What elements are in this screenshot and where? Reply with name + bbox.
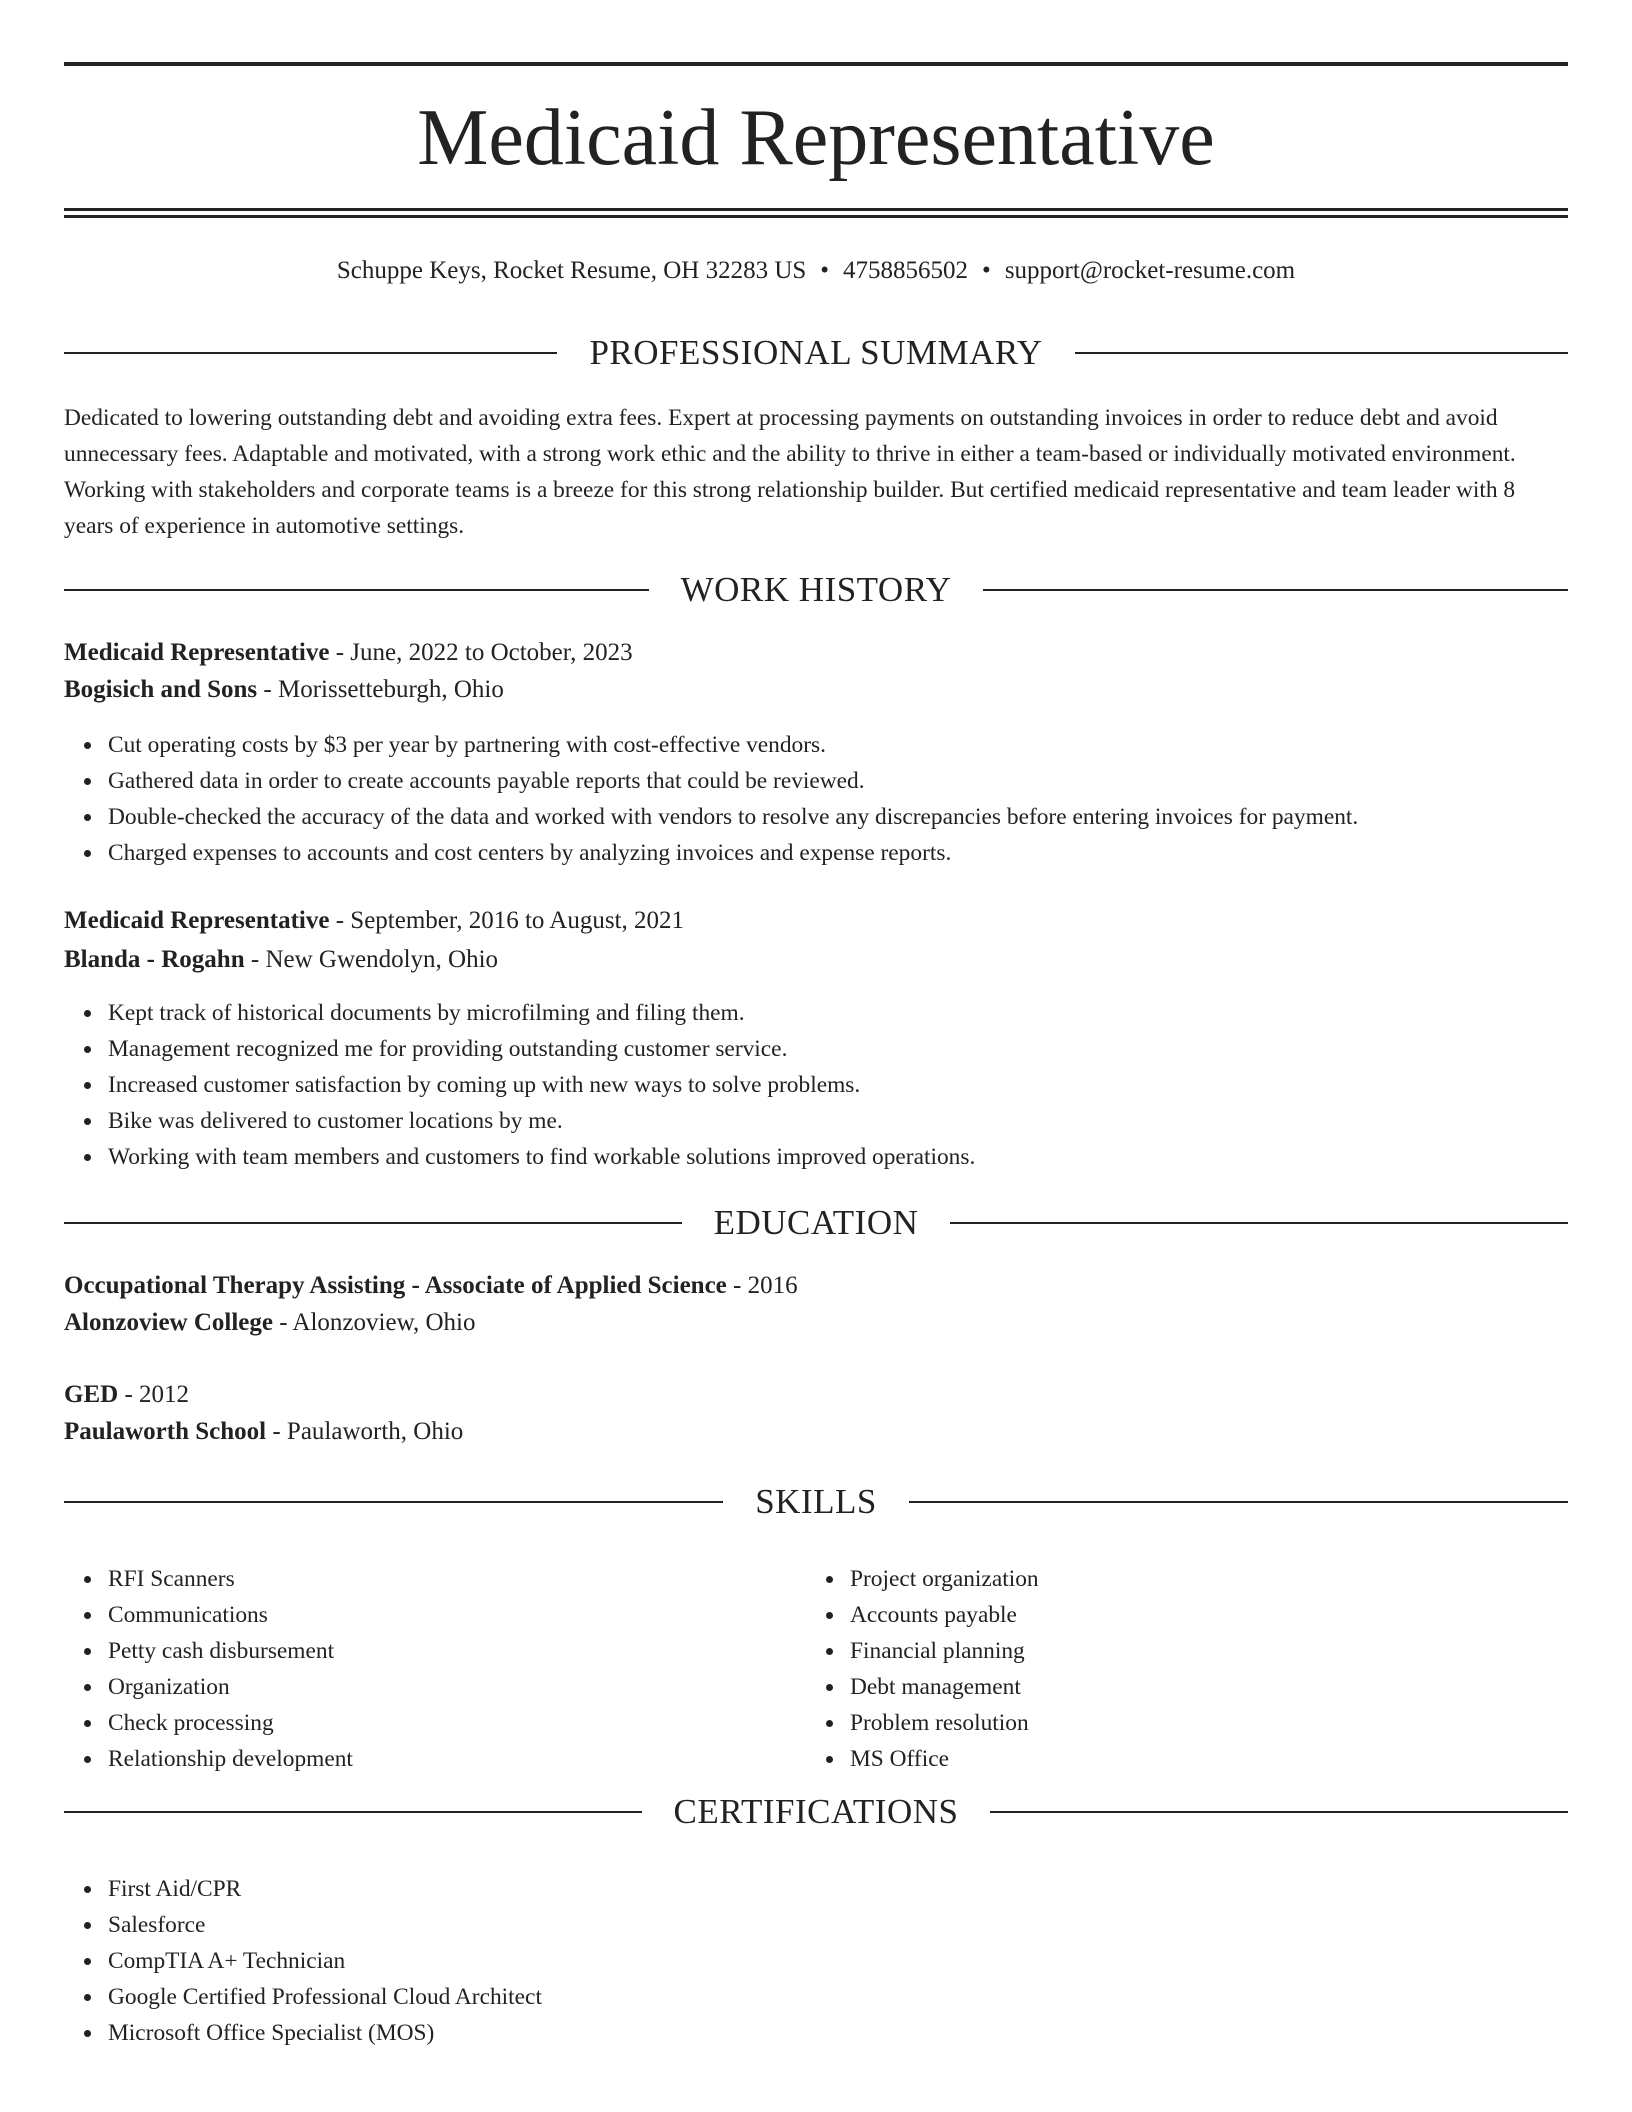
education-school-line <box>64 1305 476 1341</box>
list-item: Relationship development <box>108 1741 353 1777</box>
skills-list-right <box>806 1561 1039 1777</box>
list-item: First Aid/CPR <box>108 1871 542 1907</box>
education-school-line <box>64 1414 463 1450</box>
certifications-heading <box>64 1790 1568 1834</box>
job-company: Bogisich and Sons <box>64 676 258 703</box>
list-item: Kept track of historical documents by microfilming and filing them. <box>108 995 975 1031</box>
list-item: Cut operating costs by $3 per year by partnering with cost-effective vendors. <box>108 727 1358 763</box>
skills-heading <box>64 1480 1568 1524</box>
heading-rule <box>64 352 557 354</box>
skills-list-left <box>64 1561 353 1777</box>
name-rule-lower <box>64 215 1568 218</box>
education-heading <box>64 1201 1568 1245</box>
list-item: Problem resolution <box>850 1705 1039 1741</box>
list-item: Double-checked the accuracy of the data and worked with vendors to resolve any discrepancies before entering invoices for payment. <box>108 799 1358 835</box>
list-item: Check processing <box>108 1705 353 1741</box>
list-item: Increased customer satisfaction by coming up with new ways to solve problems. <box>108 1067 975 1103</box>
heading-rule <box>983 589 1568 591</box>
heading-rule <box>64 1222 682 1224</box>
list-item: MS Office <box>850 1741 1039 1777</box>
work-history-heading <box>64 568 1568 612</box>
job-company-line <box>64 672 504 708</box>
resume-name: Medicaid Representative <box>417 94 1215 182</box>
list-item: Salesforce <box>108 1907 542 1943</box>
summary-text: Dedicated to lowering outstanding debt and avoiding extra fees. Expert at processing payments on outstanding invoices in order to reduce debt and avoid unnecessary fees. Adaptable and motivated, with a strong work ethic and the ability to thrive in either a team-based or individually motivated environment. Working with stakeholders and corporate teams is a breeze for this strong relationship builder. But certified medicaid representative and team leader with 8 years of experience in automotive settings. <box>64 405 1516 539</box>
heading-rule <box>950 1222 1568 1224</box>
list-item: Organization <box>108 1669 353 1705</box>
list-item: Microsoft Office Specialist (MOS) <box>108 2015 542 2051</box>
section-title: WORK HISTORY <box>680 570 952 609</box>
contact-phone: 4758856502 <box>843 257 969 284</box>
list-item: Bike was delivered to customer locations by me. <box>108 1103 975 1139</box>
section-title: PROFESSIONAL SUMMARY <box>589 333 1043 372</box>
summary-heading <box>64 331 1568 375</box>
section-title: SKILLS <box>755 1482 877 1521</box>
heading-rule <box>990 1811 1568 1813</box>
section-title: EDUCATION <box>713 1203 919 1242</box>
education-degree: GED <box>64 1381 119 1408</box>
heading-rule <box>64 1501 723 1503</box>
list-item: Petty cash disbursement <box>108 1633 353 1669</box>
list-item: Financial planning <box>850 1633 1039 1669</box>
contact-address: Schuppe Keys, Rocket Resume, OH 32283 US <box>336 257 807 284</box>
job-bullets <box>64 995 975 1175</box>
education-year: - 2012 <box>118 1381 190 1408</box>
contact-separator: • <box>820 257 830 284</box>
job-title-line <box>64 903 684 939</box>
top-rule <box>64 62 1568 66</box>
list-item: Charged expenses to accounts and cost centers by analyzing invoices and expense reports. <box>108 835 1358 871</box>
list-item: Google Certified Professional Cloud Architect <box>108 1979 542 2015</box>
education-year: - 2016 <box>726 1272 798 1299</box>
list-item: Management recognized me for providing outstanding customer service. <box>108 1031 975 1067</box>
education-school: Alonzoview College <box>64 1309 273 1336</box>
job-location: - New Gwendolyn, Ohio <box>244 946 499 973</box>
list-item: Debt management <box>850 1669 1039 1705</box>
job-dates: - June, 2022 to October, 2023 <box>329 639 633 666</box>
contact-email: support@rocket-resume.com <box>1004 257 1296 284</box>
job-company: Blanda - Rogahn <box>64 946 245 973</box>
education-degree: Occupational Therapy Assisting - Associate of Applied Science <box>64 1272 727 1299</box>
list-item: Gathered data in order to create accounts payable reports that could be reviewed. <box>108 763 1358 799</box>
education-school: Paulaworth School <box>64 1418 267 1445</box>
name-rule-upper <box>64 208 1568 211</box>
heading-rule <box>64 589 649 591</box>
list-item: Communications <box>108 1597 353 1633</box>
list-item: RFI Scanners <box>108 1561 353 1597</box>
section-title: CERTIFICATIONS <box>673 1792 959 1831</box>
education-degree-line <box>64 1268 798 1304</box>
heading-rule <box>1075 352 1568 354</box>
education-degree-line <box>64 1377 189 1413</box>
education-location: - Alonzoview, Ohio <box>272 1309 476 1336</box>
job-company-line <box>64 942 498 978</box>
job-role: Medicaid Representative <box>64 907 330 934</box>
job-title-line <box>64 635 633 671</box>
heading-rule <box>909 1501 1568 1503</box>
contact-separator: • <box>982 257 991 284</box>
job-role: Medicaid Representative <box>64 639 330 666</box>
list-item: Project organization <box>850 1561 1039 1597</box>
job-dates: - September, 2016 to August, 2021 <box>329 907 684 934</box>
certifications-list <box>64 1871 542 2051</box>
list-item: Working with team members and customers to find workable solutions improved operations. <box>108 1139 975 1175</box>
education-location: - Paulaworth, Ohio <box>266 1418 464 1445</box>
list-item: CompTIA A+ Technician <box>108 1943 542 1979</box>
job-bullets <box>64 727 1358 871</box>
job-location: - Morissetteburgh, Ohio <box>257 676 504 703</box>
list-item: Accounts payable <box>850 1597 1039 1633</box>
contact-line <box>64 255 1568 287</box>
heading-rule <box>64 1811 642 1813</box>
